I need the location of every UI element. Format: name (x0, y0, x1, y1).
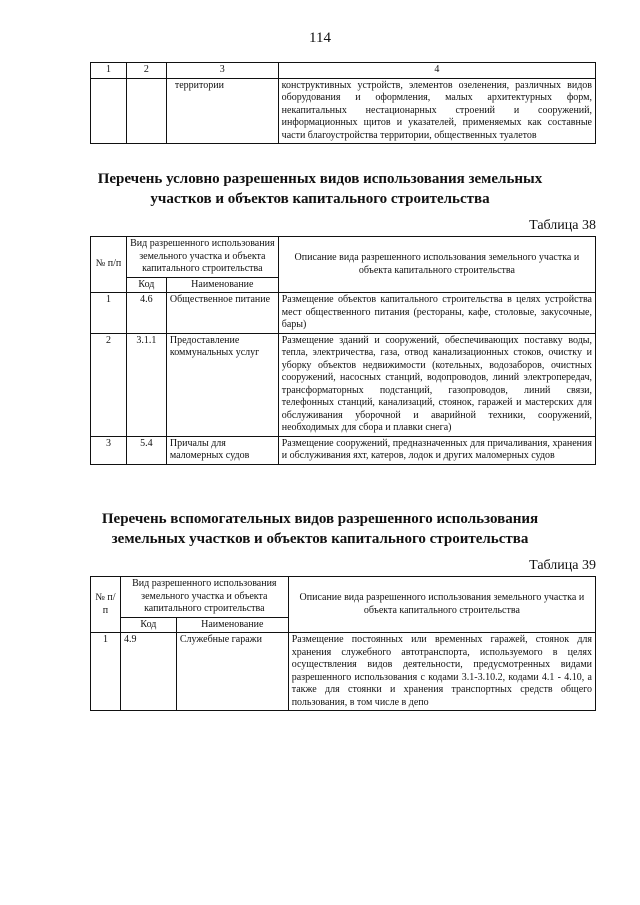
col-group-header: Вид разрешенного использования земельного участка и объекта капитального строительства (126, 237, 278, 278)
row-code: 5.4 (126, 436, 166, 464)
col-desc-header: Описание вида разрешенного использования земельного участка и объекта капитального строительства (288, 577, 595, 633)
header-cell-2: 2 (126, 63, 166, 79)
header-cell-4: 4 (278, 63, 595, 79)
table39-label: Таблица 39 (529, 558, 596, 573)
row-num: 2 (91, 333, 127, 436)
continuation-row (91, 78, 596, 144)
row-description: Размещение объектов капитального строительства в целях устройства мест общественного питания (рестораны, кафе, столовые, закусочные, бары) (278, 293, 595, 334)
table-38 (90, 236, 596, 465)
col-group-header: Вид разрешенного использования земельного участка и объекта капитального строительства (120, 577, 288, 618)
row-description: Размещение постоянных или временных гаражей, стоянок для хранения служебного автотранспорта, используемого в целях осуществления видов деятельности, предусмотренных видами разрешенного использования с кодами 3.1-3.10.2, кодами 4.1 - 4.10, а также для стоянки и хранения транспортных средств общего пользования, в том числе в депо (288, 633, 595, 711)
row-code: 3.1.1 (126, 333, 166, 436)
continuation-header-row (91, 63, 596, 79)
row-name: Причалы для маломерных судов (166, 436, 278, 464)
table-row (91, 333, 596, 436)
table39-header-row (91, 577, 596, 618)
col-code-header: Код (120, 617, 176, 633)
table-row (91, 293, 596, 334)
section1-heading-line1: Перечень условно разрешенных видов использования земельных (97, 171, 543, 187)
section1-heading-line2: участков и объектов капитального строительства (150, 191, 490, 207)
table38-header-row (91, 237, 596, 278)
section1-heading (0, 169, 640, 209)
row-name: Предоставление коммунальных услуг (166, 333, 278, 436)
table-row (91, 436, 596, 464)
col-num-header: № п/п (91, 237, 127, 293)
row-name: Общественное питание (166, 293, 278, 334)
col-name-header: Наименование (176, 617, 288, 633)
section2-heading-line2: земельных участков и объектов капитального строительства (111, 531, 529, 547)
col-num-header: № п/п (91, 577, 121, 633)
table-row (91, 633, 596, 711)
row-num: 1 (91, 633, 121, 711)
col-desc-header: Описание вида разрешенного использования земельного участка и объекта капитального строительства (278, 237, 595, 293)
row-num: 3 (91, 436, 127, 464)
section2-heading (0, 509, 640, 549)
row-description: Размещение сооружений, предназначенных для причаливания, хранения и обслуживания яхт, катеров, лодок и других маломерных судов (278, 436, 595, 464)
cell-num (91, 78, 127, 144)
continuation-table (90, 62, 596, 144)
row-code: 4.9 (120, 633, 176, 711)
header-cell-3: 3 (166, 63, 278, 79)
table38-label: Таблица 38 (529, 218, 596, 233)
row-description: Размещение зданий и сооружений, обеспечивающих поставку воды, тепла, электричества, газа, отвод канализационных стоков, очистку и уборку объектов недвижимости (котельных, водозаборов, очистных сооружений, насосных станций, водопроводов, линий электропередач, трансформаторных подстанций, газопроводов, линий связи, телефонных станций, канализаций, стоянок, гаражей и мастерских для обслуживания уборочной и аварийной техники, сооружений, необходимых для сбора и плавки снега) (278, 333, 595, 436)
section2-heading-line1: Перечень вспомогательных видов разрешенного использования (101, 511, 539, 527)
col-name-header: Наименование (166, 277, 278, 293)
cell-code (126, 78, 166, 144)
cell-name: территории (166, 78, 278, 144)
cell-description: конструктивных устройств, элементов озеленения, различных видов оборудования и оформления, малых архитектурных форм, некапитальных нестационарных строений и сооружений, информационных щитов и указателей, применяемых как составные части благоустройства территории, общественных туалетов (278, 78, 595, 144)
row-num: 1 (91, 293, 127, 334)
col-code-header: Код (126, 277, 166, 293)
page-number: 114 (309, 30, 331, 46)
row-name: Служебные гаражи (176, 633, 288, 711)
header-cell-1: 1 (91, 63, 127, 79)
row-code: 4.6 (126, 293, 166, 334)
table-39 (90, 576, 596, 711)
